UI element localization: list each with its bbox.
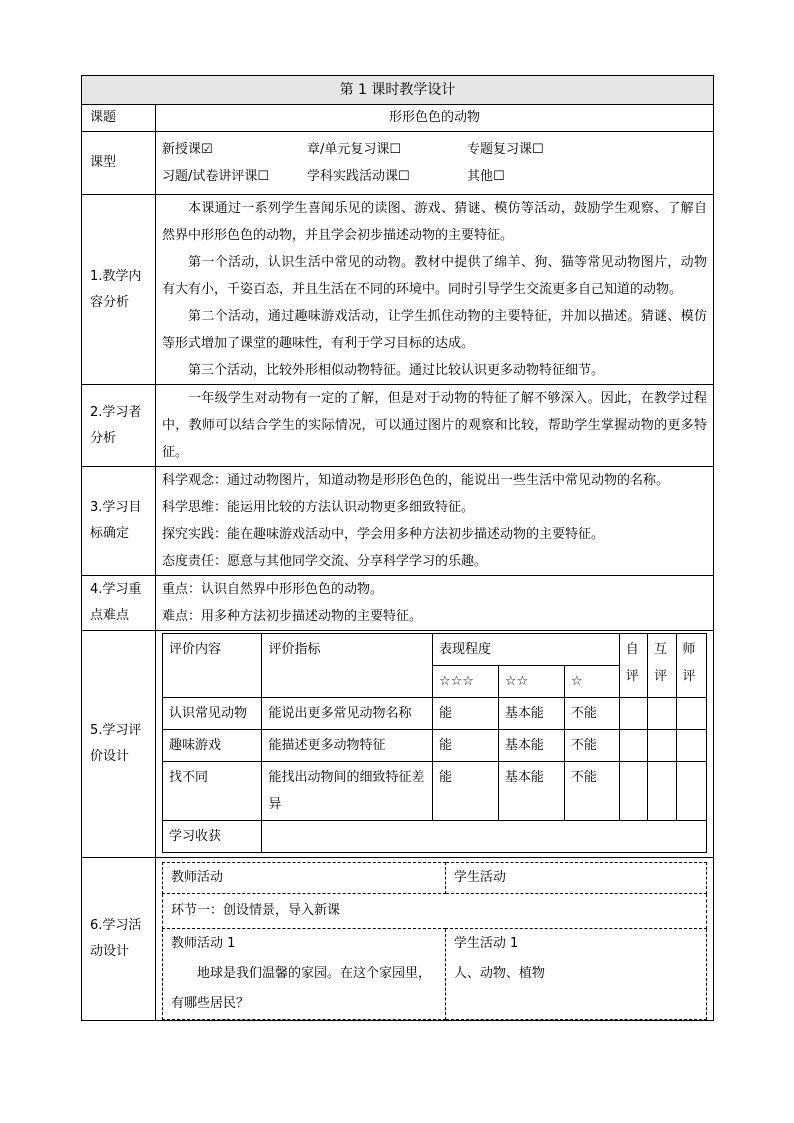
objective-line: 态度责任：愿意与其他同学交流、分享科学学习的乐趣。 bbox=[162, 554, 488, 569]
eval-header-indicator: 评价指标 bbox=[262, 634, 433, 698]
eval-row-level: 能 bbox=[432, 698, 498, 730]
lesson-type-option: 新授课☑ bbox=[162, 142, 213, 157]
eval-harvest-field[interactable] bbox=[262, 821, 707, 853]
key-point-line: 难点：用多种方法初步描述动物的主要特征。 bbox=[162, 609, 423, 624]
eval-header-content: 评价内容 bbox=[163, 634, 262, 698]
evaluation-body bbox=[156, 631, 714, 858]
eval-row-indicator: 能说出更多常见动物名称 bbox=[262, 698, 433, 730]
activities-label: 6.学习活动设计 bbox=[82, 858, 156, 1021]
lesson-type-option: 学科实践活动课☐ bbox=[307, 169, 410, 184]
content-analysis-label: 1.教学内容分析 bbox=[82, 195, 156, 385]
objectives-body bbox=[156, 467, 714, 576]
eval-teacher-cell[interactable] bbox=[676, 698, 707, 730]
student-activity-1-text: 人、动物、植物 bbox=[453, 966, 545, 981]
evaluation-table bbox=[162, 633, 707, 853]
objective-line: 探究实践：能在趣味游戏活动中，学会用多种方法初步描述动物的主要特征。 bbox=[162, 527, 605, 542]
activities-table bbox=[162, 862, 707, 1020]
eval-header-teacher: 师评 bbox=[676, 634, 707, 698]
objective-line: 科学思维：能运用比较的方法认识动物更多细致特征。 bbox=[162, 500, 475, 515]
lesson-type-option: 习题/试卷讲评课☐ bbox=[162, 169, 270, 184]
eval-row-content: 趣味游戏 bbox=[163, 730, 262, 762]
teacher-activity-1 bbox=[163, 929, 446, 1020]
eval-peer-cell[interactable] bbox=[648, 698, 676, 730]
eval-self-cell[interactable] bbox=[619, 762, 647, 821]
eval-row-level: 基本能 bbox=[498, 698, 564, 730]
lesson-type-options bbox=[156, 132, 714, 195]
lesson-type-option: 专题复习课☐ bbox=[467, 142, 544, 157]
learner-analysis-label: 2.学习者分析 bbox=[82, 385, 156, 467]
lesson-type-row-1 bbox=[162, 136, 713, 163]
teacher-activity-header: 教师活动 bbox=[163, 863, 446, 894]
eval-row-content: 找不同 bbox=[163, 762, 262, 821]
section-1-heading: 环节一：创设情景，导入新课 bbox=[163, 894, 707, 929]
lesson-type-row-2 bbox=[162, 163, 713, 190]
activities-body bbox=[156, 858, 714, 1021]
key-point-line: 重点：认识自然界中形形色色的动物。 bbox=[162, 582, 384, 597]
eval-teacher-cell[interactable] bbox=[676, 730, 707, 762]
eval-header-self: 自评 bbox=[619, 634, 647, 698]
lesson-type-label: 课型 bbox=[82, 132, 156, 195]
paragraph: 第二个活动，通过趣味游戏活动，让学生抓住动物的主要特征，并加以描述。猜谜、模仿等形式增加了课堂的趣味性，有利于学习目标的达成。 bbox=[162, 309, 707, 351]
eval-self-cell[interactable] bbox=[619, 730, 647, 762]
paragraph: 本课通过一系列学生喜闻乐见的读图、游戏、猜谜、模仿等活动，鼓励学生观察、了解自然界中形形色色的动物，并且学会初步描述动物的主要特征。 bbox=[162, 201, 707, 243]
eval-row-content: 认识常见动物 bbox=[163, 698, 262, 730]
learner-analysis-body bbox=[156, 385, 714, 467]
eval-harvest-label: 学习收获 bbox=[163, 821, 262, 853]
eval-row-level: 能 bbox=[432, 730, 498, 762]
student-activity-1-title: 学生活动 1 bbox=[453, 936, 519, 951]
topic-value: 形形色色的动物 bbox=[156, 105, 714, 132]
eval-header-performance: 表现程度 bbox=[432, 634, 619, 666]
eval-level-3-stars: ☆☆☆ bbox=[432, 666, 498, 698]
lesson-plan-table bbox=[81, 75, 714, 1021]
teacher-activity-1-text: 地球是我们温馨的家园。在这个家园里，有哪些居民？ bbox=[171, 966, 432, 1011]
content-analysis-body bbox=[156, 195, 714, 385]
paragraph: 第三个活动，比较外形相似动物特征。通过比较认识更多动物特征细节。 bbox=[188, 363, 605, 378]
lesson-type-option: 章/单元复习课☐ bbox=[307, 142, 402, 157]
student-activity-header: 学生活动 bbox=[445, 863, 706, 894]
eval-level-1-star: ☆ bbox=[564, 666, 619, 698]
key-points-body bbox=[156, 576, 714, 631]
objective-line: 科学观念：通过动物图片，知道动物是形形色色的，能说出一些生活中常见动物的名称。 bbox=[162, 473, 670, 488]
eval-self-cell[interactable] bbox=[619, 698, 647, 730]
eval-teacher-cell[interactable] bbox=[676, 762, 707, 821]
eval-row-indicator: 能找出动物间的细致特征差异 bbox=[262, 762, 433, 821]
eval-row-level: 基本能 bbox=[498, 762, 564, 821]
eval-row-level: 能 bbox=[432, 762, 498, 821]
eval-row-level: 不能 bbox=[564, 730, 619, 762]
eval-row-indicator: 能描述更多动物特征 bbox=[262, 730, 433, 762]
document-title: 第 1 课时教学设计 bbox=[82, 76, 714, 105]
objectives-label: 3.学习目标确定 bbox=[82, 467, 156, 576]
eval-header-peer: 互评 bbox=[648, 634, 676, 698]
lesson-plan-document bbox=[81, 75, 713, 1021]
key-points-label: 4.学习重点难点 bbox=[82, 576, 156, 631]
student-activity-1 bbox=[445, 929, 706, 1020]
evaluation-label: 5.学习评价设计 bbox=[82, 631, 156, 858]
topic-label: 课题 bbox=[82, 105, 156, 132]
eval-row-level: 不能 bbox=[564, 698, 619, 730]
lesson-type-option: 其他☐ bbox=[467, 169, 505, 184]
eval-row-level: 不能 bbox=[564, 762, 619, 821]
teacher-activity-1-title: 教师活动 1 bbox=[171, 936, 236, 951]
eval-row-level: 基本能 bbox=[498, 730, 564, 762]
eval-peer-cell[interactable] bbox=[648, 762, 676, 821]
eval-peer-cell[interactable] bbox=[648, 730, 676, 762]
paragraph: 一年级学生对动物有一定的了解，但是对于动物的特征了解不够深入。因此，在教学过程中，教师可以结合学生的实际情况，可以通过图片的观察和比较，帮助学生掌握动物的更多特征。 bbox=[162, 391, 707, 460]
eval-level-2-stars: ☆☆ bbox=[498, 666, 564, 698]
paragraph: 第一个活动，认识生活中常见的动物。教材中提供了绵羊、狗、猫等常见动物图片，动物有大有小，千姿百态，并且生活在不同的环境中。同时引导学生交流更多自己知道的动物。 bbox=[162, 255, 707, 297]
